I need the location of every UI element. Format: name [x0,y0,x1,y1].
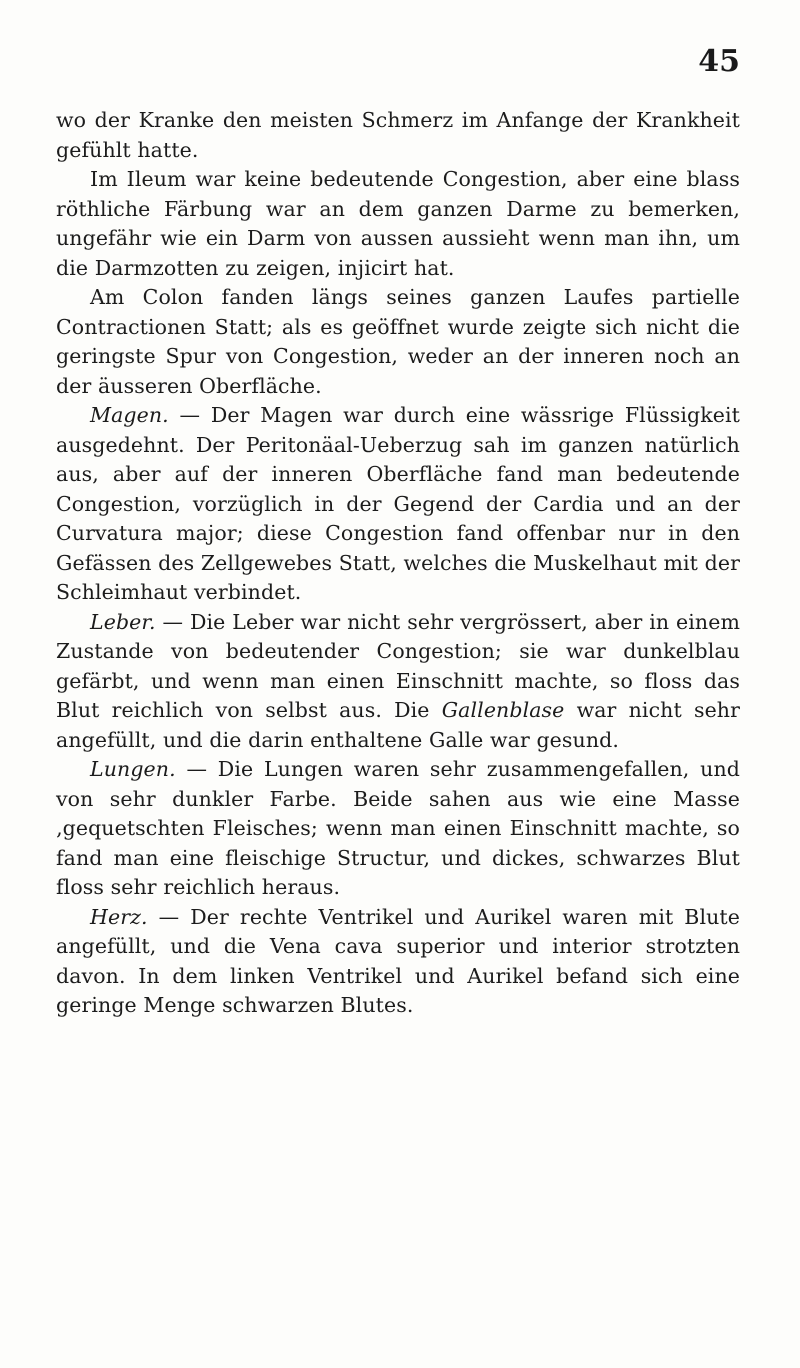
paragraph-magen [56,401,740,608]
italic-term: Gallenblase [441,698,565,722]
paragraph-herz [56,903,740,1021]
page-number: 45 [698,44,740,79]
paragraph [56,106,740,165]
paragraph-text: Im Ileum war keine bedeutende Congestion, aber eine blass röthliche Färbung war an dem ganzen Darme zu bemerken, ungefähr wie ein Darm von aussen aussieht wenn man ihn, um die Darmzotten zu zeigen, injicirt hat. [56,167,740,280]
paragraph-text: — Der Magen war durch eine wässrige Flüssigkeit ausgedehnt. Der Peritonäal-Ueberzug sah im ganzen natürlich aus, aber auf der inneren Oberfläche fand man bedeutende Congestion, vorzüglich in der Gegend der Cardia und an der Curvatura major; diese Congestion fand offenbar nur in den Gefässen des Zellgewebes Statt, welches die Muskelhaut mit der Schleimhaut verbindet. [56,403,740,604]
paragraph-leber [56,608,740,756]
paragraph-text: war nicht sehr angefüllt, und die darin enthaltene Galle war gesund. [56,698,740,752]
paragraph-text: Am Colon fanden längs seines ganzen Laufes partielle Contractionen Statt; als es geöffnet wurde zeigte sich nicht die geringste Spur von Congestion, weder an der inneren noch an der äusseren Oberfläche. [56,285,740,398]
paragraph-text: — Die Lungen waren sehr zusammengefallen, und von sehr dunkler Farbe. Beide sahen aus wie eine Masse ‚gequetschten Fleisches; wenn man einen Einschnitt machte, so fand man eine fleischige Structur, und dickes, schwarzes Blut floss sehr reichlich heraus. [56,757,740,899]
section-heading: Herz. [90,904,148,929]
paragraph-text: wo der Kranke den meisten Schmerz im Anfange der Krankheit gefühlt hatte. [56,108,740,162]
paragraph [56,283,740,401]
paragraph-text: — Die Leber war nicht sehr vergrössert, aber in einem Zustande von bedeutender Congestion; sie war dunkelblau gefärbt, und wenn man einen Einschnitt machte, so floss das Blut reichlich von selbst aus. Die [56,609,740,722]
section-heading: Lungen. [90,757,176,781]
paragraph-lungen [56,755,740,903]
body-text [56,106,740,1021]
section-heading: Leber. [90,609,156,634]
section-heading: Magen. [90,403,169,427]
paragraph-text: — Der rechte Ventrikel und Aurikel waren mit Blute angefüllt, und die Vena cava superior und interior strotzten davon. In dem linken Ventrikel und Aurikel befand sich eine geringe Menge schwarzen Blutes. [56,904,741,1017]
paragraph [56,165,740,283]
